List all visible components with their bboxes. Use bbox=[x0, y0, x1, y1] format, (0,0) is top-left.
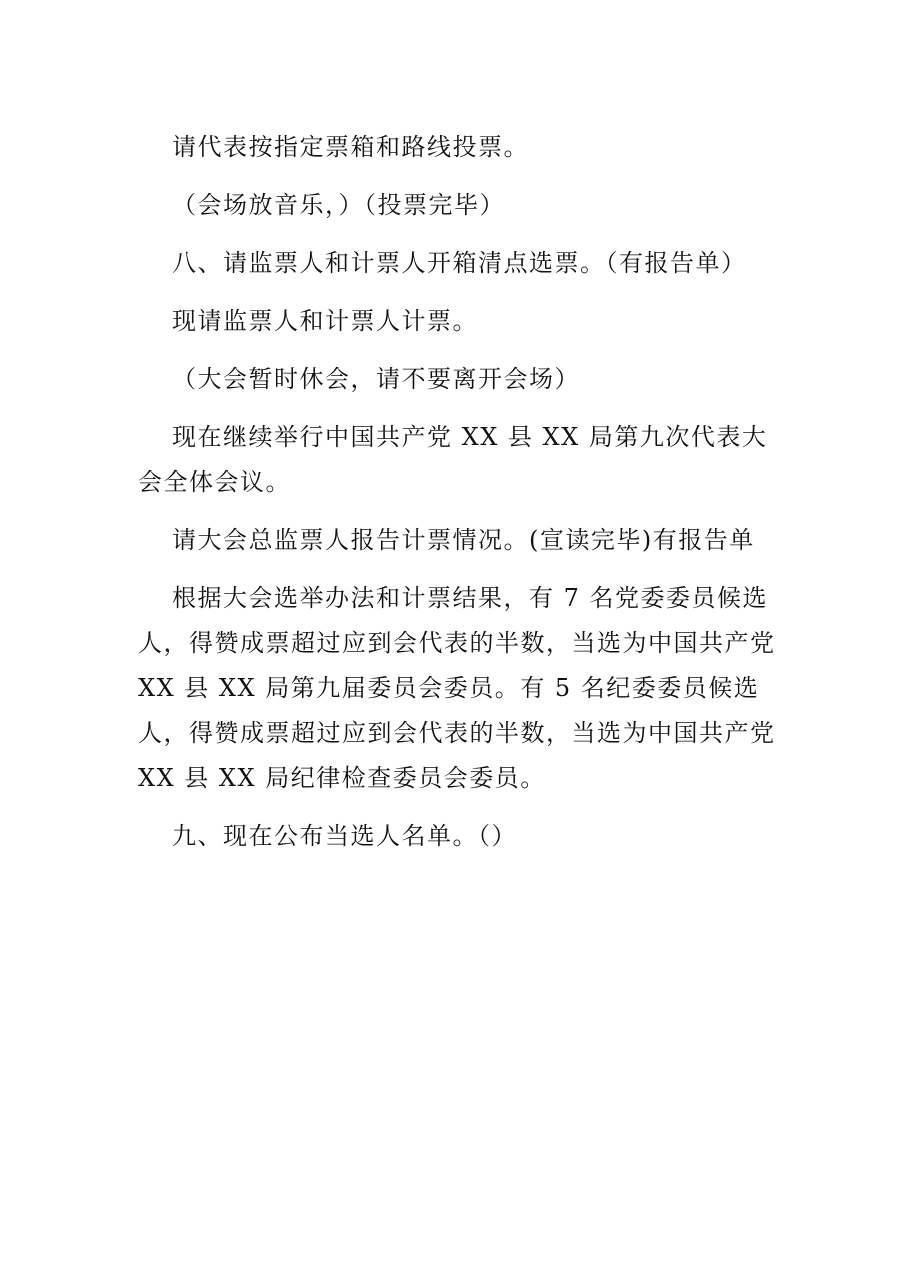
paragraph-music-note: （会场放音乐，）（投票完毕） bbox=[172, 191, 505, 219]
paragraph-election-result: 根据大会选举办法和计票结果，有 7 名党委委员候选人，得赞成票超过应到会代表的半数，当选为中国共产党 XX 县 XX 局第九届委员会委员。有 5 名纪委委员候选人，得赞成票超过应到会代表的半数，当选为中国共产党 XX 县 XX 局纪律检查委员会委员。 bbox=[138, 584, 776, 792]
paragraph-resume-meeting: 现在继续举行中国共产党 XX 县 XX 局第九次代表大会全体会议。 bbox=[138, 423, 768, 496]
paragraph-section-eight: 八、请监票人和计票人开箱清点选票。（有报告单） bbox=[172, 249, 747, 277]
paragraph-recess-note: （大会暂时休会，请不要离开会场） bbox=[172, 365, 580, 393]
document-body bbox=[138, 125, 778, 872]
paragraph-report-count: 请大会总监票人报告计票情况。(宣读完毕)有报告单 bbox=[172, 526, 755, 554]
paragraph-count-votes: 现请监票人和计票人计票。 bbox=[172, 307, 478, 335]
paragraph-section-nine: 九、现在公布当选人名单。（） bbox=[172, 822, 517, 850]
paragraph-voting-instruction: 请代表按指定票箱和路线投票。 bbox=[172, 133, 529, 161]
